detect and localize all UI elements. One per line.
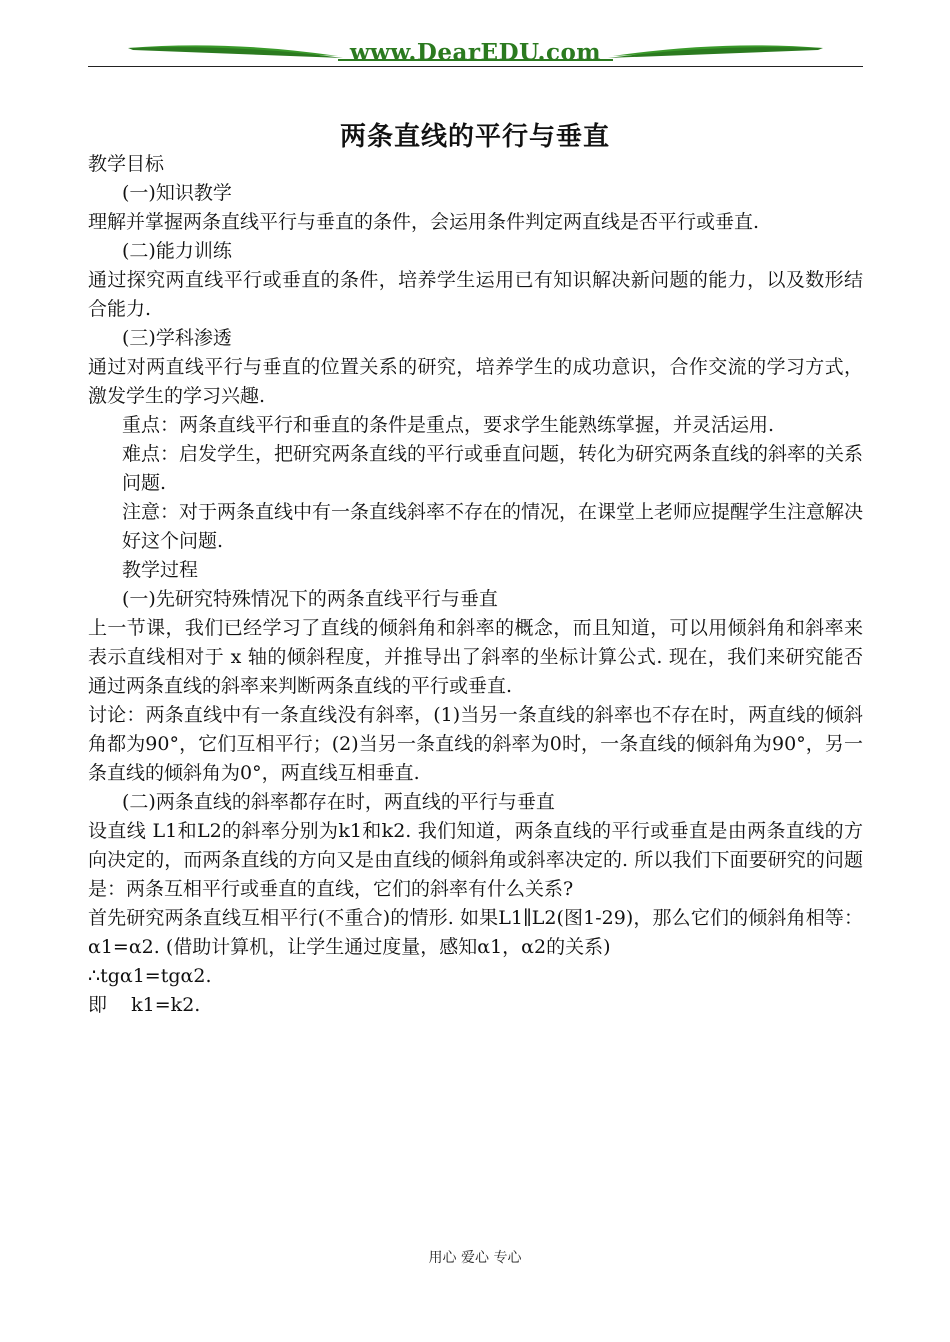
subheading-slopes-exist: (二)两条直线的斜率都存在时，两直线的平行与垂直 [122,791,555,813]
paragraph-note: 注意：对于两条直线中有一条直线斜率不存在的情况，在课堂上老师应提醒学生注意解决好这个问题. [122,501,864,552]
document-body [88,150,863,1020]
subheading-ability: (二)能力训练 [122,240,232,262]
paragraph-discussion: 讨论：两条直线中有一条直线没有斜率，(1)当另一条直线的斜率也不存在时，两直线的倾斜角都为90°，它们互相平行；(2)当另一条直线的斜率为0时，一条直线的倾斜角为90°，另一条直线的倾斜角为0°，两直线互相垂直. [88,704,863,784]
formula-line: 即 k1=k2. [88,994,201,1016]
site-logo-text: www.DearEDU.com [349,39,602,66]
paragraph-difficulty: 难点：启发学生，把研究两条直线的平行或垂直问题，转化为研究两条直线的斜率的关系问题. [122,443,864,494]
subheading-subject: (三)学科渗透 [122,327,232,349]
heading-objectives: 教学目标 [88,153,165,175]
paragraph-key-point: 重点：两条直线平行和垂直的条件是重点，要求学生能熟练掌握，并灵活运用. [122,414,775,436]
paragraph: 首先研究两条直线互相平行(不重合)的情形. 如果L1∥L2(图1-29)，那么它们的倾斜角相等：α1=α2. (借助计算机，让学生通过度量，感知α1，α2的关系) [88,907,863,958]
page-title: 两条直线的平行与垂直 [339,122,610,152]
paragraph: 通过探究两直线平行或垂直的条件，培养学生运用已有知识解决新问题的能力，以及数形结合能力. [88,269,863,320]
page-footer: 用心 爱心 专心 [428,1250,522,1266]
header-divider [88,66,863,67]
paragraph: 设直线 L1和L2的斜率分别为k1和k2. 我们知道，两条直线的平行或垂直是由两条直线的方向决定的，而两条直线的方向又是由直线的倾斜角或斜率决定的. 所以我们下面要研究的问题是：两条互相平行或垂直的直线，它们的斜率有什么关系? [88,820,863,900]
paragraph: 通过对两直线平行与垂直的位置关系的研究，培养学生的成功意识，合作交流的学习方式，激发学生的学习兴趣. [88,356,863,407]
subheading-special-case: (一)先研究特殊情况下的两条直线平行与垂直 [122,588,498,610]
subheading-knowledge: (一)知识教学 [122,182,232,204]
paragraph: 上一节课，我们已经学习了直线的倾斜角和斜率的概念，而且知道，可以用倾斜角和斜率来表示直线相对于 x 轴的倾斜程度，并推导出了斜率的坐标计算公式. 现在，我们来研究能否通过两条直线的斜率来判断两条直线的平行或垂直. [88,617,863,697]
heading-process: 教学过程 [122,559,199,581]
paragraph: 理解并掌握两条直线平行与垂直的条件，会运用条件判定两直线是否平行或垂直. [88,211,760,233]
formula-line: ∴tgα1=tgα2. [88,965,212,987]
